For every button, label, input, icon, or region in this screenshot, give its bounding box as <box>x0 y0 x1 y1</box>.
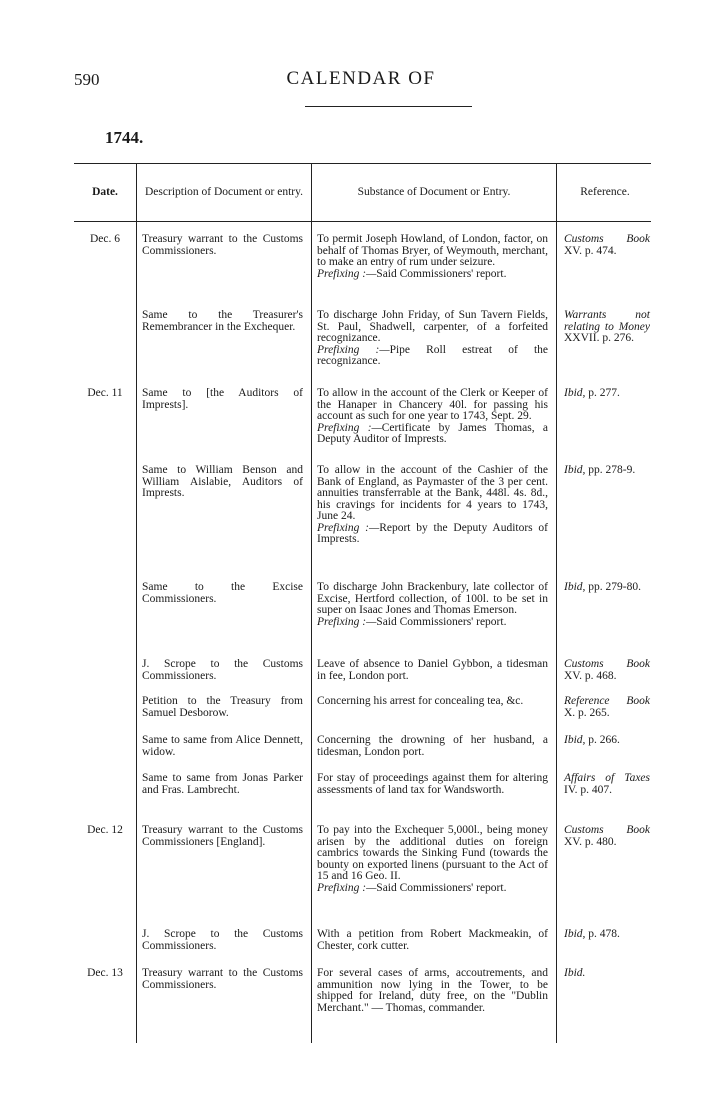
entry-description: J. Scrope to the Customs Commissioners. <box>142 658 303 682</box>
entry-substance <box>317 659 548 682</box>
year-heading: 1744. <box>105 128 144 147</box>
entry-reference <box>564 659 650 682</box>
page-number: 590 <box>74 70 100 89</box>
entry-description: Treasury warrant to the Customs Commissioners. <box>142 967 303 991</box>
reference-source: Ibid. <box>564 967 586 979</box>
entry-description: Same to the Excise Commissioners. <box>142 581 303 605</box>
substance-text: For stay of proceedings against them for altering assessments of land tax for Wandsworth. <box>317 772 548 796</box>
entry-reference <box>564 773 650 796</box>
column-header-substance: Substance of Document or Entry. <box>357 185 511 198</box>
substance-text: To pay into the Exchequer 5,000l., being money arisen by the additional duties on foreign cambrics towards the Sinking Fund (towards the bounty on exported linens (pursuant to the Act of 15 and 16 Geo. II. <box>317 824 548 882</box>
entry-description: J. Scrope to the Customs Commissioners. <box>142 928 303 952</box>
entry-date: Dec. 12 <box>87 824 123 836</box>
substance-text: Concerning his arrest for concealing tea, &c. <box>317 695 524 707</box>
substance-text: To discharge John Friday, of Sun Tavern Fields, St. Paul, Shadwell, carpenter, of a forfeited recognizance. <box>317 309 548 344</box>
entry-description: Treasury warrant to the Customs Commissioners [England]. <box>142 824 303 848</box>
entry-description: Same to the Treasurer's Remembrancer in the Exchequer. <box>142 309 303 333</box>
entry-substance <box>317 696 548 708</box>
reference-source: Warrants not relating to Money <box>564 309 650 333</box>
prefixing-text: Said Commissioners' report. <box>376 615 507 628</box>
reference-source: Ibid, <box>564 464 586 476</box>
reference-locator: pp. 278-9. <box>588 464 636 476</box>
prefixing-label: Prefixing :— <box>317 521 380 534</box>
substance-text: To allow in the account of the Clerk or Keeper of the Hanaper in Chancery 40l. for passing his account as such for one year to 1743, Sept. 29. <box>317 387 548 422</box>
reference-locator: XV. p. 480. <box>564 835 617 848</box>
prefixing-text: Said Commissioners' report. <box>376 881 507 894</box>
entry-substance <box>317 234 548 280</box>
entry-reference <box>564 968 650 980</box>
entry-substance <box>317 388 548 446</box>
reference-source: Customs Book <box>564 824 650 836</box>
entry-reference <box>564 825 650 848</box>
entry-reference <box>564 465 650 477</box>
substance-text: Leave of absence to Daniel Gybbon, a tidesman in fee, London port. <box>317 658 548 682</box>
prefixing-label: Prefixing :— <box>317 421 382 434</box>
entry-description: Same to [the Auditors of Imprests]. <box>142 387 303 411</box>
entry-substance <box>317 825 548 894</box>
reference-locator: p. 478. <box>588 928 620 940</box>
entry-date: Dec. 13 <box>87 967 123 979</box>
entry-description: Same to same from Jonas Parker and Fras. Lambrecht. <box>142 772 303 796</box>
column-header-reference: Reference. <box>580 185 630 198</box>
prefixing-label: Prefixing :— <box>317 267 377 280</box>
substance-text: Concerning the drowning of her husband, a tidesman, London port. <box>317 734 548 758</box>
prefixing-text: Report by the Deputy Auditors of Imprests. <box>317 521 548 545</box>
prefixing-label: Prefixing :— <box>317 615 377 628</box>
reference-locator: p. 266. <box>588 734 620 746</box>
entry-reference <box>564 696 650 719</box>
entry-description: Petition to the Treasury from Samuel Desborow. <box>142 695 303 719</box>
prefixing-label: Prefixing :— <box>317 343 390 356</box>
entry-date: Dec. 11 <box>87 387 123 399</box>
entry-substance <box>317 735 548 758</box>
reference-locator: IV. p. 407. <box>564 783 613 796</box>
entry-substance <box>317 929 548 952</box>
prefixing-text: Certificate by James Thomas, a Deputy Auditor of Imprests. <box>317 421 549 445</box>
prefixing-text: Pipe Roll estreat of the recognizance. <box>317 343 548 367</box>
column-divider-date <box>136 163 137 1043</box>
entry-reference <box>564 388 650 400</box>
reference-locator: XXVII. p. 276. <box>564 332 634 344</box>
entry-reference <box>564 234 650 257</box>
reference-locator: XV. p. 474. <box>564 244 617 257</box>
prefixing-label: Prefixing :— <box>317 881 377 894</box>
entry-date: Dec. 6 <box>89 233 120 245</box>
column-header-date: Date. <box>92 185 118 198</box>
reference-locator: XV. p. 468. <box>564 669 617 682</box>
running-head: CALENDAR OF <box>286 68 436 89</box>
prefixing-text: Said Commissioners' report. <box>376 267 507 280</box>
entry-reference <box>564 929 650 941</box>
entry-description: Treasury warrant to the Customs Commissioners. <box>142 233 303 257</box>
header-bottom-rule <box>74 221 651 222</box>
entry-description: Same to William Benson and William Aislabie, Auditors of Imprests. <box>142 464 303 499</box>
entry-description: Same to same from Alice Dennett, widow. <box>142 734 303 758</box>
entry-substance <box>317 773 548 796</box>
entry-substance <box>317 968 548 1014</box>
reference-locator: p. 277. <box>588 387 620 399</box>
entry-substance <box>317 310 548 368</box>
reference-source: Customs Book <box>564 658 650 670</box>
header-rule <box>305 106 472 107</box>
entry-reference <box>564 582 650 594</box>
entry-reference <box>564 310 650 345</box>
reference-locator: pp. 279-80. <box>588 581 641 593</box>
entry-substance <box>317 582 548 628</box>
substance-text: For several cases of arms, accoutrements, and ammunition now lying in the Tower, to be shipped for Ireland, duty free, on the "Dublin Merchant." — Thomas, commander. <box>317 967 548 1014</box>
reference-source: Ibid, <box>564 387 586 399</box>
reference-source: Reference Book <box>564 695 650 707</box>
substance-text: To permit Joseph Howland, of London, factor, on behalf of Thomas Bryer, of Weymouth, merchant, to make an entry of rum under seizure. <box>317 233 548 268</box>
column-header-description: Description of Document or entry. <box>145 185 303 198</box>
entry-substance <box>317 465 548 546</box>
substance-text: To allow in the account of the Cashier of the Bank of England, as Paymaster of the 3 per cent. annuities transferrable at the Bank, 448l. 4s. 8d., his cravings for incidents for 4 years to 1743, June 24. <box>317 464 548 522</box>
reference-source: Affairs of Taxes <box>564 772 650 784</box>
substance-text: With a petition from Robert Mackmeakin, of Chester, cork cutter. <box>317 928 548 952</box>
column-divider-description <box>311 163 312 1043</box>
reference-source: Ibid, <box>564 928 586 940</box>
reference-source: Ibid, <box>564 734 586 746</box>
substance-text: To discharge John Brackenbury, late collector of Excise, Hertford collection, of 100l. to be set in super on Isaac Jones and Thomas Emerson. <box>317 581 548 616</box>
reference-locator: X. p. 265. <box>564 706 610 719</box>
entry-reference <box>564 735 650 747</box>
calendar-table <box>74 163 651 1043</box>
reference-source: Customs Book <box>564 233 650 245</box>
reference-source: Ibid, <box>564 581 586 593</box>
column-divider-substance <box>556 163 557 1043</box>
